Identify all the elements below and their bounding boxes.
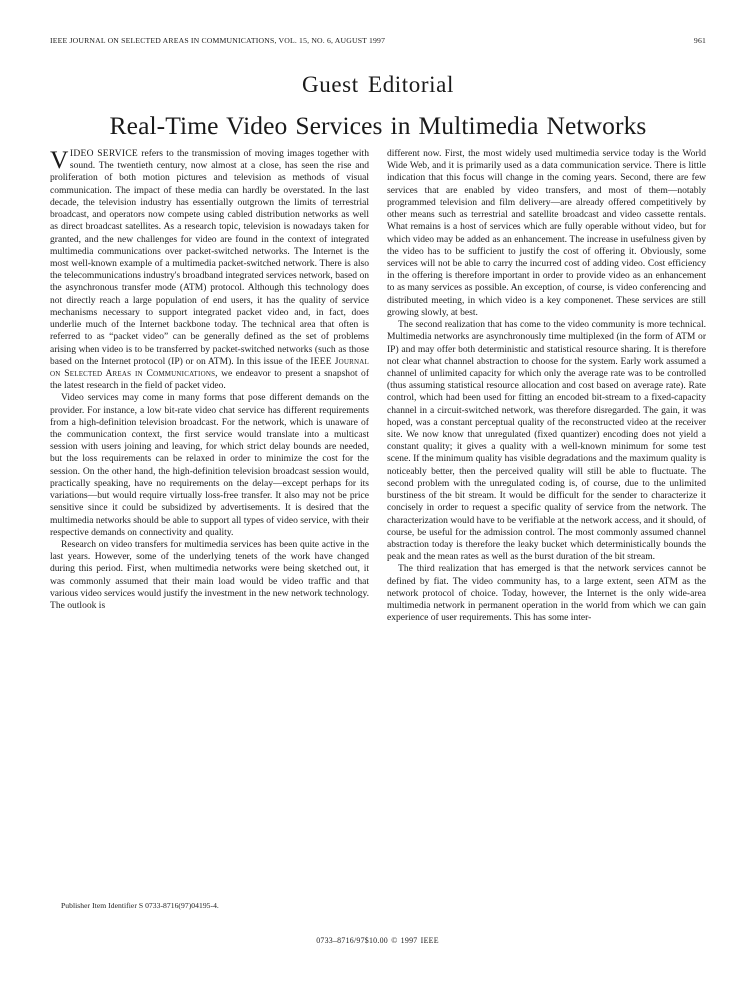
journal-name-inline: IEEE Journal on Selected Areas in Communications: [50, 355, 370, 379]
paragraph-left-3: Research on video transfers for multimedia services has been quite active in the last years. However, some of the underlying tenets of the work have changed during this period. First, when multimedia networks were being sketched out, it was commonly assumed that their main load would be video traffic and that various video services would justify the investment in the new network technology. The outlook is: [50, 539, 369, 612]
paragraph-right-3: The third realization that has emerged is that the network services cannot be defined by fiat. The video community has, to a large extent, seen ATM as the network protocol of choice. Today, however, the Internet is the only wide-area multimedia network in permanent operation in the world from which we can gain experience of user requirements. This has some inter-: [387, 563, 706, 624]
title-block: [50, 72, 706, 142]
copyright-line: 0733–8716/97$10.00 © 1997 IEEE: [316, 936, 439, 945]
page-title: Real-Time Video Services in Multimedia Networks: [109, 111, 647, 141]
drop-cap: V: [50, 145, 69, 174]
kicker-title: Guest Editorial: [302, 72, 454, 97]
page-number: 961: [693, 36, 706, 45]
paragraph-left-1-tail: , we endeavor to present a snapshot of the latest research in the field of packet video.: [50, 367, 369, 392]
paragraph-left-2: Video services may come in many forms that pose different demands on the provider. For instance, a low bit-rate video chat service has different requirements from a high-definition television broadcast. For the network, which is unaware of the communication context, the first service would translate into a multicast session with users joining and leaving, for which strict delay bounds are needed, but the loss requirements can be relaxed in order to minimize the cost for the session. On the other hand, the high-definition television broadcast session would, practically speaking, have no requirements on the delay—except perhaps for its variations—but would require virtually loss-free transfer. It also may not be price sensitive since it could be subsidized by advertisements. It is desired that the multimedia networks should be able to support all types of video service, with their respective demands on connectivity and quality.: [50, 392, 369, 538]
paragraph-right-1: different now. First, the most widely used multimedia service today is the World Wide Web, and it is primarily used as a data communication service. There is little indication that this focus will change in the coming years. Second, there are few services that are enabled by video transfers, and most of them—notably programmed television and film delivery—are already offered competitively by other means such as terrestrial and satellite broadcast and video cassette rentals. What remains is a host of services which are fully operable without video, but for which video may be added as an enhancement. The increase in usefulness given by the video has to be sufficient to justify the cost of offering it. Obviously, some services will not be able to carry the incurred cost of adding video. Cost efficiency in the offering is therefore important in order to provide video as an enhancement to as many services as possible. An exception, of course, is video conferencing and distributed meeting, in which video is a key componenet. These services are still growing slowly, at best.: [387, 148, 706, 318]
paragraph-left-1: [50, 145, 370, 392]
running-head-journal: IEEE JOURNAL ON SELECTED AREAS IN COMMUNICATIONS, VOL. 15, NO. 6, AUGUST 1997: [50, 36, 386, 45]
publisher-item-identifier: Publisher Item Identifier S 0733-8716(97)04195-4.: [61, 901, 219, 910]
left-column: [50, 145, 370, 923]
paragraph-left-1-text: refers to the transmission of moving images together with sound. The twentieth century, now almost at a close, has seen the rise and proliferation of both motion pictures and television as methods of visual communication. The impact of these media can hardly be overstated. In the last decade, the television industry has essentially outgrown the limits of terrestrial broadcast, and operators now compete using cabled distribution networks as well as direct broadcast satellites. As a research topic, television is nowadays taken for granted, and the new challenges for video are found in the context of integrated multimedia communications over packet-switched networks. The Internet is the most well-known example of a multimedia packet-switched network. There is also the telecommunications industry's broadband integrated services network, based on the asynchronous transfer mode (ATM) protocol. Although this technology does not directly reach a large population of end users, it has the quality of service mechanisms necessary to support integrated packet video and, in fact, does underlie much of the Internet backbone today. The technical area that often is referred to as “packet video” can be generally defined as the set of problems arising when video is to be transferred by packet-switched networks (such as those based on the Internet protocol (IP) or on ATM). In this issue of the: [50, 148, 369, 367]
paragraph-right-2: The second realization that has come to the video community is more technical. Multimedia networks are asynchronously time multiplexed (in the form of ATM or IP) and may offer both deterministic and statistical resource sharing. It is therefore not clear what channel abstraction to choose for the system. Early work assumed a channel of unlimited capacity for which only the average rate was to be controlled (thus assuming statistical resource allocation and cost based on average rate). Rate control, which had been used for fitting an encoded bit-stream to a fixed-capacity channel in a circuit-switched network, was therefore disregarded. The gain, it was hoped, was a constant perceptual quality of the reconstructed video at the receiver site. We now know that unregulated (fixed quantizer) encoding does not yield a constant quality; it gives a quality with a well-known minimum for some test scene. If the minimum quality has visible degradations and the maximum quality is noticeably better, then the perceived quality will still be able to fluctuate. The second problem with the unregulated coding is, of course, due to the unlimited burstiness of the bit stream. It would be difficult for the sender to characterize it concisely in order to request a specific quality of service from the network. The characterization would have to be verifiable at the network access, and it should, of course, be useful for the admission control. The most commonly assumed channel abstraction today is therefore the leaky bucket which deterministically bounds the peak and the mean rates as well as the burst duration of the bit stream.: [387, 319, 706, 563]
body-columns: [50, 145, 706, 923]
opening-smallcaps: IDEO SERVICE: [69, 148, 139, 159]
running-head: [50, 36, 706, 45]
right-column: [387, 148, 706, 923]
